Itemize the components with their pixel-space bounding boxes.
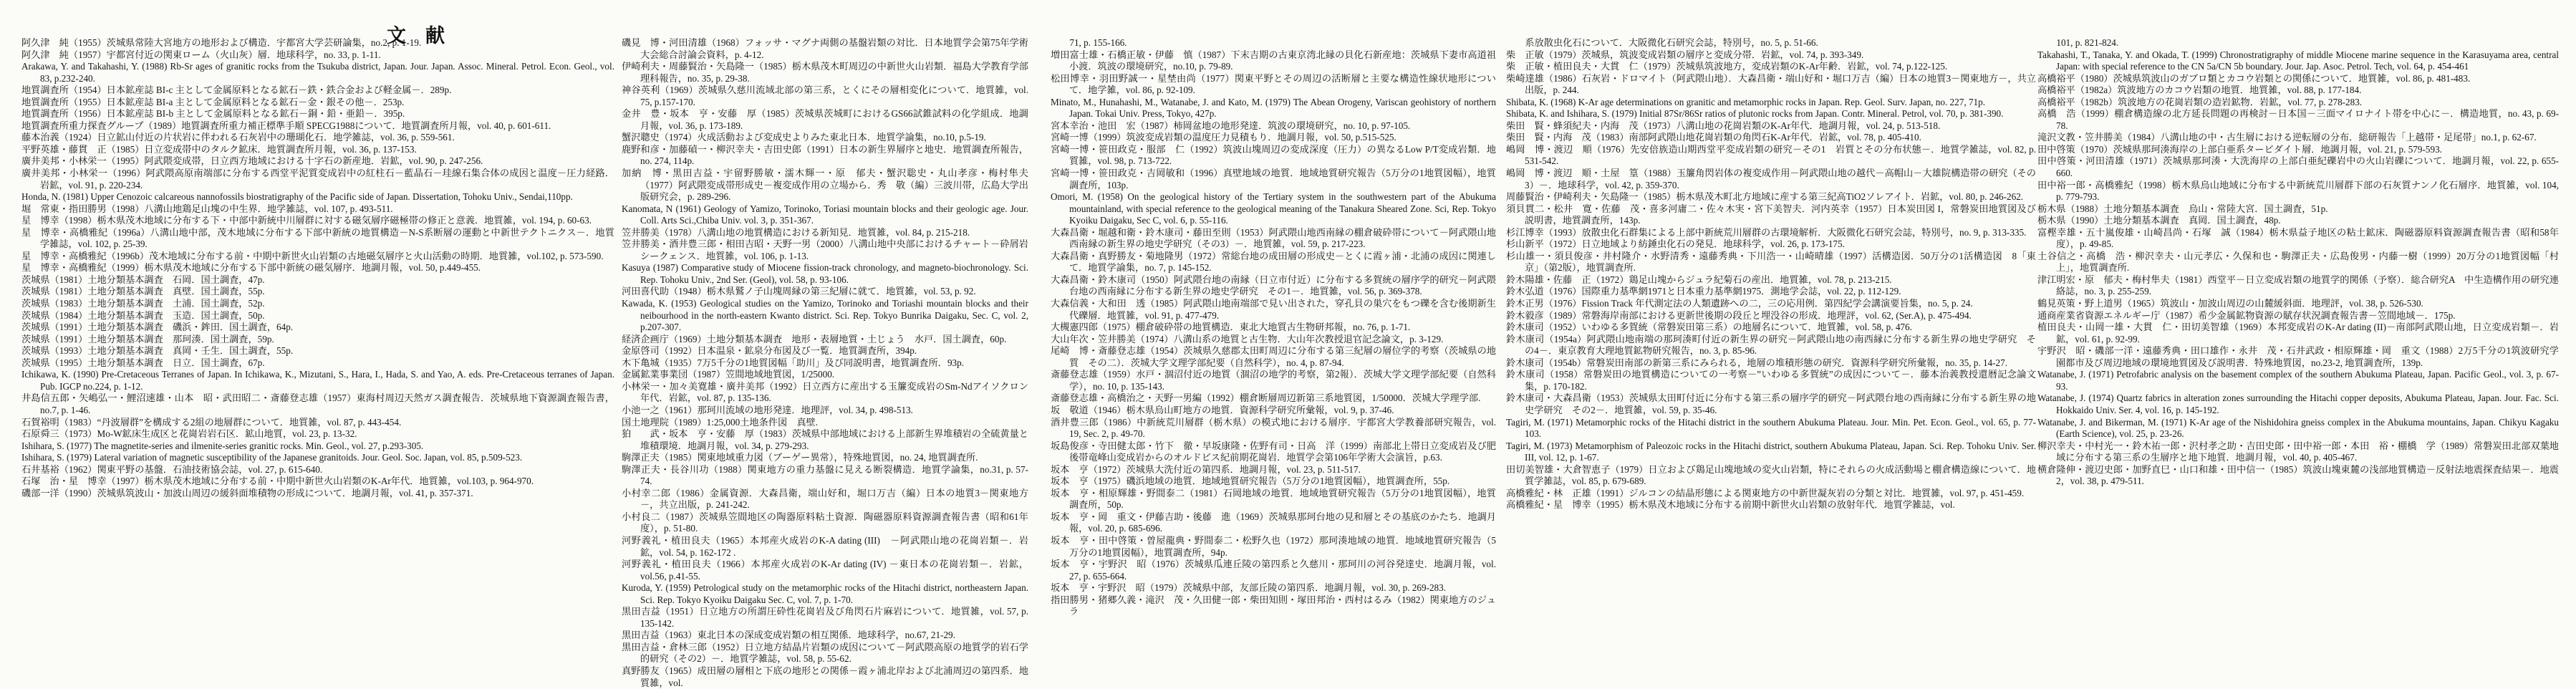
- reference-entry: 宮崎一博（1999）筑波変成岩類の温度圧力見積もり．地調月報，vol. 50, p.515-525.: [1051, 132, 1396, 143]
- reference-entry: 101, p. 821-824.: [2037, 37, 2119, 48]
- reference-entry: 鹿野和彦・加藤碵一・柳沢幸夫・吉田史郎（1991）日本の新生界層序と地史．地質調査所報告，no. 274, 114p.: [622, 143, 1028, 167]
- reference-entry: 石原舜三（1973）Mo-W鉱床生成区と花崗岩岩石区．鉱山地質，vol. 23, p. 13-32.: [21, 428, 357, 440]
- reference-entry: 坂島俊彦・寺田健太郎・竹下 徹・早坂康隆・佐野有司・日高 洋（1999）南部北上帯日立変成岩及び肥後帯竜峰山変成岩からのオルドビス紀前期花崗岩．地質学会第106年学術大会演旨，p.63.: [1051, 440, 1496, 463]
- reference-entry: 廣井美邦・小林栄一（1995）阿武隈変成帯，日立西方地域における十字石の新産地．岩鉱，vol. 90, p. 247-256.: [21, 155, 483, 167]
- reference-entry: 鈴木毅彦（1989）常磐海岸南部における更新世後期の段丘と埋没谷の形成．地理評，vol. 62, (Ser.A), p. 475-494.: [1506, 309, 1972, 321]
- reference-entry: 木下亀城（1935）7万5千分の1地質図幅「助川」及び同説明書，地質調査所．93p.: [622, 357, 965, 368]
- reference-entry: 指田勝男・猪郷久義・滝沢 茂・久田健一郎・柴田知則・塚田邦治・西村はるみ（1982）関東地方のジュラ: [1051, 594, 1496, 617]
- reference-entry: 鶴見英策・野上道男（1965）筑波山・加波山周辺の山麓緩斜面．地理評，vol. 38, p. 526-530.: [2037, 298, 2423, 309]
- reference-entry: 堀 常東・指田勝男（1998）八溝山地鶏足山塊の中生界．地学雑誌，vol. 107, p. 493-511.: [21, 203, 393, 214]
- reference-entry: 茨城県（1981）土地分類基本調査 真壁．国土調査，55p.: [21, 286, 265, 297]
- reference-entry: 坂本 亨・宇野沢 昭（1979）茨城県中部，友部丘陵の第四系．地調月報，vol. 30, p. 269-283.: [1051, 582, 1447, 594]
- reference-entry: Minato, M., Hunahashi, M., Watanabe, J. and Kato, M. (1979) The Abean Orogeny, Variscan geohistory of northern Japan. Tokai Univ. Press, Tokyo, 427p.: [1051, 96, 1496, 120]
- reference-entry: 松田博幸・羽田野誠一・星埜由尚（1977）関東平野とその周辺の活断層と主要な構造性線状地形について．地学雑，vol. 86, p. 92-109.: [1051, 72, 1496, 96]
- reference-entry: 増田富士雄・石橋正敏・伊藤 慎（1987）下末吉期の古東京湾北縁の貝化石新産地：茨城県下妻市高道祖小渡．筑波の環境研究，no.10, p. 79-89.: [1051, 49, 1496, 72]
- reference-entry: 須貝貫二・松井 寛・佐藤 茂・喜多河庸二・佐々木実・宮下美智夫．河内英幸（1957）日本炭田図 I，常磐炭田地質図及び説明書，地質調査所，143p.: [1506, 203, 2036, 226]
- reference-entry: 柴 正敏・植田良夫・大貫 仁（1979）茨城県筑波地方，変成岩類のK-Ar年齢．岩鉱，vol. 74, p.122-125.: [1506, 61, 1948, 72]
- reference-entry: 星 博幸・高橋雅紀（1999）栃木県茂木地域に分布する下部中新統の磁気層序．地調月報，vol. 50, p.449-455.: [21, 262, 481, 274]
- reference-entry: 阿久津 純（1955）茨城県常陸大宮地方の地形および構造．宇都宮大学芸研論集，no.2, p. 1-19.: [21, 37, 422, 48]
- reference-entry: 大槻憲四郎（1975）棚倉破砕帯の地質構造．東北大地質古生物研邦報，no. 76, p. 1-71.: [1051, 322, 1411, 333]
- reference-entry: 河野義礼・植田良夫（1965）本邦産火成岩のK-A dating (III) －阿武隈山地の花崗岩類－．岩鉱，vol. 54, p. 162-172 .: [622, 534, 1028, 558]
- reference-entry: 井島信五郎・矢嶋弘一・鯉沼速雄・山本 昭・武田昭二・斎藤登志雄（1957）東海村周辺天然ガス調査報告．茨城県地下資源調査報告書，no.7, p. 1-46.: [21, 392, 614, 415]
- reference-entry: Watanabe, J. (1971) Petrofabric analysis on the basement complex of the southern Abukuma Plateau, Japan. Pacific Geol., vol. 3, p. 67-93.: [2037, 369, 2559, 392]
- reference-entry: Shibata, K. and Ishihara, S. (1979) Initial 87Sr/86Sr ratios of plutonic rocks from Japan. Contr. Mineral. Petrol, vol. 70, p. 381-390.: [1506, 108, 2004, 120]
- reference-entry: Ishihara, S. (1979) Lateral variation of magnetic susceptibility of the Japanese granitoids. Jour. Geol. Soc. Japan, vol. 85, p.509-523.: [21, 452, 523, 463]
- reference-entry: 坂本 亨・相原輝雄・野間泰二（1981）石岡地域の地質．地域地質研究報告（5万分の1地質図幅），地質調査所，50p.: [1051, 487, 1496, 511]
- reference-entry: 磯部一洋（1990）茨城県筑波山・加波山周辺の緩斜面堆積物の形成について．地調月報，vol. 41, p. 357-371.: [21, 487, 473, 498]
- reference-entry: Kuroda, Y. (1959) Petrological study on the metamorphic rocks of the Hitachi district, northeastern Japan. Sci. Rep. Tokyo Kyoiku Daigaku Sec. C, vol. 7, p. 1-70.: [622, 582, 1028, 605]
- reference-entry: 駒澤正夫（1985）関東地域重力図（ブーゲー異常），特殊地質図，no. 24, 地質調査所.: [622, 452, 978, 463]
- reference-entry: 小池一之（1961）那珂川流域の地形発達．地理評，vol. 34, p. 498-513.: [622, 404, 913, 415]
- reference-entry: 大森昌衛・鈴木康司（1950）阿武隈台地の南縁（日立市付近）に分布する多賀統の層序学的研究－阿武隈台地の西南縁に分布する新生界の地史学研究 その1－．地質雑，vol. 56, p. 369-378.: [1051, 274, 1496, 297]
- reference-entry: Ichikawa, K. (1990) Pre-Cretaceous Terranes of Japan. In Ichikawa, K., Mizutani, S., Hara, I., Hada, S. and Yao, A. eds. Pre-Cretaceous terranes of Japan. Pub. IGCP no.224, p. 1-12.: [21, 369, 614, 392]
- reference-entry: 高橋裕平（1982a）筑波地方のカコウ岩類の地質．地質雑，vol. 88, p. 177-184.: [2037, 85, 2362, 96]
- reference-entry: 柴崎達雄（1986）石灰岩・ドロマイト（阿武隈山地）．大森昌衛・端山好和・堀口万吉（編）日本の地質3－関東地方－，共立出版，p. 244.: [1506, 72, 2036, 96]
- reference-entry: 笠井勝美・酒井豊三郎・相田吉昭・天野一男（2000）八溝山地中央部におけるチャート－砕屑岩シークェンス．地質雑，vol. 106, p. 1-13.: [622, 238, 1028, 261]
- reference-entry: 周藤賢治・伊崎利夫・矢島隆一（1985）栃木県茂木町北方地域に産する第三紀高TiO2ソレアイト．岩鉱，vol. 80, p. 246-262.: [1506, 191, 2024, 203]
- reference-entry: 神谷英利（1969）茨城県久慈川流域北部の第三系，とくにその層相変化について．地質雑，vol. 75, p.157-170.: [622, 85, 1028, 107]
- reference-entry: 坂本 亨（1972）茨城県大洗付近の第四系．地調月報，vol. 23, p. 511-517.: [1051, 463, 1361, 475]
- reference-entry: 田中啓策・河田清雄（1971）茨城県那珂湊・大洗海岸の上部白亜紀礫岩中の火山岩礫について．地調月報，vol. 22, p. 655-660.: [2037, 155, 2559, 179]
- reference-entry: 坂本 亨（1975）磯浜地域の地質．地域地質研究報告（5万分の1地質図幅），地質調査所，55p.: [1051, 476, 1450, 487]
- reference-entry: 柳沢幸夫・中村光一・鈴木祐一郎・沢村孝之助・吉田史郎・田中裕一郎・本田 裕・棚橋 学（1989）常磐炭田北部双葉地域に分布する第三系の生層序と地下地質．地調月報，vol. 40, p. 405-467.: [2037, 440, 2559, 463]
- reference-entry: 地質調査所重力探査グループ（1989）地質調査所重力補正標準手順 SPECG1988について．地質調査所月報，vol. 40, p. 601-611.: [21, 120, 551, 131]
- reference-entry: Tagiri, M. (1971) Metamorphic rocks of the Hitachi district in the southern Abukuma Plateau. Jour. Min. Pet. Econ. Geol., vol. 65, p. 77-103.: [1506, 416, 2036, 440]
- reference-entry: Watanabe, J. (1974) Quartz fabrics in alteration zones surrounding the Hitachi copper deposits, Abukuma Plateau, Japan. Jour. Fac. Sci. Hokkaido Univ. Ser. 4, vol. 16, p. 145-192.: [2037, 392, 2559, 415]
- reference-entry: 坂本 亨・岡 重文・伊藤吉助・後藤 進（1969）茨城県那珂台地の見和層とその基底のかたち．地調月報，vol. 20, p. 685-696.: [1051, 511, 1496, 534]
- reference-entry: 茨城県（1993）土地分類基本調査 真岡・壬生．国土調査，55p.: [21, 345, 294, 357]
- reference-entry: 笠井勝美（1978）八溝山地の地質構造における新知見．地質雑，vol. 84, p. 215-218.: [622, 226, 970, 238]
- reference-entry: 鈴木康司・大森昌衛（1953）茨城県太田町付近に分布する第三系の層序学的研究－阿武隈台地の西南縁に分布する新生界の地史学研究 その2－．地質雑，vol. 59, p. 35-46.: [1506, 392, 2036, 415]
- reference-entry: 地質調査所（1955）日本鉱産誌 BI-a 主として金属原料となる鉱石－金・銀その他－．253p.: [21, 96, 405, 107]
- reference-column-5: [2037, 37, 2559, 488]
- reference-entry: 金井 豊・坂本 亨・安藤 厚（1985）茨城県茨城町におけるGS66試錐試料の化学組成．地調月報，vol. 36, p. 173-189.: [622, 108, 1028, 131]
- reference-entry: 地質調査所（1956）日本鉱産誌 BI-b 主として金属原料となる鉱石－銅・鉛・亜鉛－．395p.: [21, 108, 405, 120]
- reference-entry: 星 博幸・高橋雅紀（1996b）茂木地域に分布する前・中期中新世火山岩類の古地磁気層序と火山活動の時期．地質雑，vol.102, p. 573-590.: [21, 250, 604, 261]
- reference-entry: 加納 博・黒田吉益・宇留野勝敏・濡木輝一・原 郁夫・蟹沢聡史・丸山孝彦・梅村隼夫（1977）阿武隈変成帯形成史－複変成作用の立場から．秀 敬（編）三波川帯，広島大学出版研究会，p. 289-296.: [622, 168, 1028, 203]
- reference-entry: 坂本 亨・宇野沢 昭（1976）茨城県瓜連丘陵の第四系と久慈川・那珂川の河谷発達史．地調月報，vol. 27, p. 655-664.: [1051, 559, 1496, 582]
- reference-entry: 阿久津 純（1957）宇都宮付近の関東ローム（火山灰）層．地球科学，no. 33, p. 1-11.: [21, 49, 381, 60]
- reference-entry: 廣井美邦・小林栄一（1996）阿武隈高原南端部に分布する西堂平泥質変成岩中の紅柱石－藍晶石－珪線石集合体の成因と温度－圧力経路．岩鉱，vol. 91, p. 220-234.: [21, 168, 614, 191]
- reference-entry: 栃木県（1990）土地分類基本調査 真岡．国土調査，48p.: [2037, 215, 2281, 226]
- reference-entry: 嶋岡 博・渡辺 順（1976）先安倍族造山期西堂平変成岩類の研究－その1 岩質とその分布状態－．地質学雑誌，vol. 82, p. 531-542.: [1506, 143, 2036, 167]
- reference-entry: 71, p. 155-166.: [1051, 37, 1127, 48]
- reference-entry: 大山年次・笠井勝美（1974）八溝山系の地質と古生物．大山年次教授退官記念論文，p. 3-129.: [1051, 333, 1444, 344]
- reference-entry: 黒田吉益・倉林三郎（1952）日立地方結晶片岩類の成因について－阿武隈高原の地質学的岩石学的研究（その2）－．地質学雑誌，vol. 58, p. 55-62.: [622, 641, 1028, 665]
- reference-entry: 伊崎利夫・周藤賢治・矢島隆一（1985）栃木県茂木町周辺の中新世火山岩類．福島大学教育学部理科報告，no. 35, p. 29-38.: [622, 61, 1028, 84]
- reference-entry: 栃木県（1988）土地分類基本調査 烏山・常陸大宮．国土調査，51p.: [2037, 203, 2328, 214]
- reference-entry: Arakawa, Y. and Takahashi, Y. (1988) Rb-Sr ages of granitic rocks from the Tsukuba district, Japan. Jour. Japan. Assoc. Mineral. Petrol. Econ. Geol., vol. 83, p.232-240.: [21, 61, 614, 84]
- reference-entry: 河田喜代助（1948）栃木県鷲ノ子山塊周縁の第三紀層に就て．地質雑，vol. 53, p. 92.: [622, 286, 976, 297]
- reference-entry: Tagiri, M. (1973) Metamorphism of Paleozoic rocks in the Hitachi district, southern Abukuma Plateau, Japan. Sci. Rep. Tohoku Univ. Ser. III, vol. 12, p. 1-67.: [1506, 440, 2036, 463]
- reference-entry: 磯見 博・河田清雄（1968）フォッサ・マグナ両側の基盤岩類の対比．日本地質学会第75年学術大会総合討論会資料，p. 4-12.: [622, 37, 1028, 60]
- reference-entry: Watanabe, J. and Bikerman, M. (1971) K-Ar age of the Nishidohira gneiss complex in the Abukuma mountains, Japan. Chikyu Kagaku (Earth Science), vol. 25, p. 23-26.: [2037, 416, 2559, 440]
- reference-entry: 柴田 賢・内海 茂（1983）南部阿武隈山地花崗岩類の角閃石K-Ar年代．岩鉱，vol. 78, p. 405-410.: [1506, 132, 1921, 143]
- reference-entry: 杉山新平（1972）日立地域より紡錘虫化石の発見．地球科学，vol. 26, p. 173-175.: [1506, 238, 1845, 250]
- reference-entry: 鈴木正男（1976）Fission Track 年代測定法の人類遺跡への二，三の応用例．第四紀学会講演要旨集，no. 5, p. 24.: [1506, 298, 1973, 309]
- reference-entry: 茨城県（1984）土地分類基本調査 玉造．国土調査，50p.: [21, 309, 265, 321]
- reference-entry: Ishihara, S. (1977) The magnetite-series and ilmenite-series granitic rocks. Min. Geol., vol. 27, p.293-305.: [21, 440, 424, 451]
- reference-entry: 石塚 治・星 博幸（1997）栃木県茂木地域に分布する前・中期中新世火山岩類のK-Ar年代．地質雑，vol.103, p. 964-970.: [21, 476, 534, 487]
- reference-entry: 国土地理院（1989）1:25,000土地条件図 真壁.: [622, 416, 819, 428]
- reference-entry: 高橋裕平（1982b）筑波地方の花崗岩類の造岩鉱物．岩鉱，vol. 77, p. 278-283.: [2037, 96, 2363, 107]
- reference-entry: 大森昌衛・真野勝友・菊地隆男（1972）常総台地の成田層の形成史－とくに霞ヶ浦・北浦の成因に関連して．地質学論集，no. 7, p. 145-152.: [1051, 250, 1496, 274]
- reference-entry: 土谷信之・高橋 浩・柳沢幸夫・山元孝広・久保和也・駒澤正夫・広島俊男・内藤一樹（1999）20万分の1地質図幅「村上」，地質調査所.: [2037, 250, 2559, 274]
- reference-entry: 酒井豊三郎（1986）中新統荒川層群（栃木県）の模式地における層序．宇都宮大学教養部研究報告，vol. 19, Sec. 2, p. 49-70.: [1051, 416, 1496, 440]
- reference-entry: 高橋 浩（1999）棚倉構造線の北方延長問題の再検討－日本国－三面マイロナイト帯を中心に－．構造地質，no. 43, p. 69-78.: [2037, 108, 2559, 131]
- reference-entry: 茨城県（1981）土地分類基本調査 石岡．国土調査，47p.: [21, 274, 265, 285]
- reference-column-1: [21, 37, 614, 499]
- reference-entry: 斎藤登志雄（1959）水戸・涸沼付近の地質（涸沼の地学的考察，第2報）．茨城大学文理学部紀要（自然科学），no. 10, p. 135-143.: [1051, 369, 1496, 392]
- reference-entry: 鈴木康司（1952）いわゆる多賀統（常磐炭田第三系）の地層名について．地質雑，vol. 58, p. 476.: [1506, 322, 1912, 333]
- reference-column-3: [1051, 37, 1496, 618]
- reference-entry: 茨城県（1995）土地分類基本調査 日立．国土調査，67p.: [21, 357, 265, 368]
- reference-entry: 滝沢文教・笠井勝美（1984）八溝山地の中・古生層における逆転層の分布．総研報告「上越帯・足尾帯」no.1, p. 62-67.: [2037, 132, 2537, 143]
- reference-entry: 藤本治義（1924）日立鉱山付近の片状岩に伴われる石灰岩中の珊瑚化石．地学雑誌，vol. 36, p. 559-561.: [21, 132, 455, 143]
- reference-entry: 坂 敬道（1946）栃木県烏山町地方の地質．資源科学研究所彙報，vol. 9, p. 37-46.: [1051, 404, 1394, 415]
- reference-entry: Takahashi, T., Tanaka, Y. and Okada, T. (1999) Chronostratigraphy of middle Miocene marine sequence in the Karasuyama area, central Japan: with special reference to the CN 5a/CN 5b boundary. Jour. Jap. Asoc. Petrol. Tech, vol. 64, p. 454-461: [2037, 49, 2559, 72]
- reference-entry: 黒田吉益（1963）東北日本の深成変成岩類の相互関係．地球科学，no.67, 21-29.: [622, 630, 955, 641]
- reference-entry: 尾崎 博・斎藤登志雄（1954）茨城県久慈郡太田町周辺に分布する第三紀層の層位学的考察（茨城県の地質 その二）．茨城大学文理学部紀要（自然科学），no. 4, p. 87-94.: [1051, 345, 1496, 368]
- reference-entry: 通商産業省資源エネルギー庁（1987）希少金属鉱物資源の賦存状況調査報告書－笠間地域－．175p.: [2037, 309, 2456, 321]
- reference-column-2: [622, 37, 1028, 689]
- reference-entry: 田切美智雄・大倉智恵子（1979）日立および鶏足山塊地域の変火山岩類，特にそれらの火成活動場と棚倉構造線について．地質学雑誌，vol. 85, p. 679-689.: [1506, 463, 2036, 487]
- reference-entry: 柴田 賢・蜂須紀夫・内海 茂（1973）八溝山地の花崗岩類のK-Ar年代．地調月報，vol. 24, p. 513-518.: [1506, 120, 1941, 131]
- page-title: 文 献: [387, 25, 445, 47]
- reference-entry: 系放散虫化石について．大阪微化石研究会誌，特別号，no. 5, p. 51-66.: [1506, 37, 1818, 48]
- reference-entry: 茨城県（1991）土地分類基本調査 磯浜・鉾田．国土調査，64p.: [21, 322, 294, 333]
- reference-entry: Kasuya (1987) Comparative study of Miocene fission-track chronology, and magneto-biochronology. Sci. Rep. Tohoku Univ., 2nd Ser. (Geol), vol. 58, p. 93-106.: [622, 262, 1028, 285]
- reference-entry: 鈴木康司（1954a）阿武隈山地南端の那珂湊町付近の新生界の研究－阿武隈山地の南西縁に分布する新生界の地史学研究 その4－．東京教育大理地質鉱物研究報告，no. 3, p. 85-96.: [1506, 333, 2036, 357]
- reference-entry: 平野英雄・藤貫 正（1985）日立変成帯中のタルク鉱床．地質調査所月報，vol. 36, p. 137-153.: [21, 143, 417, 155]
- reference-entry: 鈴木弘道（1976）国際重力基準網1971と日本重力基準網1975．測地学会誌，vol. 22, p. 112-129.: [1506, 286, 1901, 297]
- reference-entry: 高橋雅紀・林 正雄（1991）ジルコンの結晶形態による関東地方の中新世凝灰岩の分類と対比．地質雑，vol. 97, p. 451-459.: [1506, 487, 2025, 498]
- reference-entry: 真野勝友（1965）成田層の層相と下底の地形との関係－霞ヶ浦北岸および北浦周辺の第四系．地質雑，vol.: [622, 665, 1028, 688]
- reference-entry: 茨城県（1991）土地分類基本調査 那珂湊．国土調査，59p.: [21, 333, 274, 344]
- reference-column-4: [1506, 37, 2036, 511]
- reference-entry: 田中啓策（1970）茨城県那珂湊海岸の上部白亜系タービダイト層．地調月報，vol. 21, p. 579-593.: [2037, 143, 2442, 155]
- reference-entry: 地質調査所（1954）日本鉱産誌 BI-c 主として金属原料となる鉱石－鉄・鉄合金および軽金属－．289p.: [21, 85, 452, 96]
- reference-entry: 石井基裕（1962）関東平野の基盤．石油技術協会誌，vol. 27, p. 615-640.: [21, 463, 323, 475]
- reference-entry: 石賀裕明（1983）“丹波層群”を構成する2組の地層群について．地質雑，vol. 87, p. 443-454.: [21, 416, 402, 428]
- reference-entry: 宮崎一博・笹田政克・吉岡敏和（1996）真壁地域の地質．地域地質研究報告（5万分の1地質図幅），地質調査所，103p.: [1051, 168, 1496, 191]
- reference-entry: 経済企画庁（1969）土地分類基本調査 地形・表層地質・土じょう 水戸．国土調査，60p.: [622, 333, 1007, 344]
- reference-entry: Omori, M. (1958) On the geological history of the Tertiary system in the southwestern part of the Abukuma mountainland, with special reference to the geological meaning of the Tanakura Sheared Zone. Sci, Rep. Tokyo Kyoiku Daigaku, Sec C, vol. 6, p. 55-116.: [1051, 191, 1496, 226]
- reference-entry: Kawada, K. (1953) Geological studies on the Yamizo, Torinoko and Toriashi mountain blocks and their neibourhood in the north-eastern Kwanto district. Sci. Rep. Tokyo Bunrika Daigaku, Sec. C, vol. 2, p.207-307.: [622, 298, 1028, 333]
- reference-entry: 坂本 亨・田中啓策・曽屋龍典・野間泰二・松野久也（1972）那珂湊地域の地質．地域地質研究報告（5万分の1地質図幅），地質調査所，94p.: [1051, 534, 1496, 558]
- reference-entry: 高橋裕平（1980）茨城県筑波山のガブロ類とカコウ岩類との関係について．地質雑，vol. 86, p. 481-483.: [2037, 72, 2471, 84]
- reference-entry: 狛 武・坂本 亨・安藤 厚（1983）茨城県中部地域における上部新生界堆積岩の全硫黄量と堆積環境．地調月報，vol. 34, p. 279-293.: [622, 428, 1028, 451]
- reference-entry: 駒澤正夫・長谷川功（1988）関東地方の重力基盤に見える断裂構造．地質学論集，no.31, p. 57-74.: [622, 463, 1028, 487]
- reference-entry: 黒田吉益（1951）日立地方の所謂圧砕性花崗岩及び角閃石片麻岩について．地質雑，vol. 57, p. 135-142.: [622, 606, 1028, 629]
- reference-entry: 宇野沢 昭・磯部一洋・遠藤秀典・田口雄作・永井 茂・石井武政・相原輝雄・岡 重文（1988）2万5千分の1筑波研究学園都市及び周辺地域の環境地質図及び説明書．特殊地質図，no.23-2, 地質調査所，139p.: [2037, 345, 2559, 368]
- reference-entry: 宮本幸治・池田 宏（1987）柿岡盆地の地形発達．筑波の環境研究，no. 10, p. 97-105.: [1051, 120, 1411, 131]
- reference-entry: 高橋雅紀・星 博幸（1995）栃木県茂木地域に分布する前期中新世火山岩類の放射年代．地質学雑誌，vol.: [1506, 499, 1955, 511]
- reference-entry: 河野義礼・植田良夫（1966）本邦産火成岩のK-Ar dating (IV) －東日本の花崗岩類－．岩鉱，vol.56, p.41-55.: [622, 559, 1028, 582]
- reference-entry: 蟹沢聰史（1974）火成活動および変成史よりみた東北日本．地質学論集，no.10, p.5-19.: [622, 132, 986, 143]
- reference-entry: Kanomata, N (1961) Geology of Yamizo, Torinoko, Toriasi mountain blocks and their geologic age. Jour. Coll. Arts Sci.,Chiba Univ. vol. 3, p. 351-367.: [622, 203, 1028, 226]
- reference-entry: 横倉隆伸・渡辺史郎・加野直巳・山口和雄・田中信一（1985）筑波山塊東麓の浅部地質構造－反射法地震探査結果－．地震2，vol. 38, p. 479-511.: [2037, 463, 2559, 487]
- reference-entry: 斎藤登志雄・高橋治之・天野一男編（1992）棚倉断層周辺新第三系地質図，1/50000．茨城大学理学部.: [1051, 392, 1481, 404]
- reference-entry: 杉山雄一・須貝俊彦・井村隆介・水野清秀・遠藤秀典・下川浩一・山崎晴雄（1997）活構造図．50万分の1活構造図 8「東京」（第2版），地質調査所.: [1506, 250, 2036, 274]
- reference-entry: 星 博幸・高橋雅紀（1996a）八溝山地中部，茂木地域に分布する下部中新統の地質構造－N-S系断層の運動と中新世テクトニクス－．地質学雑誌，vol. 102, p. 25-39.: [21, 226, 614, 250]
- reference-entry: 鈴木康司（1954b）常磐炭田南部の新第三系にみられる，地層の堆積形態の研究．資源科学研究所彙報，no. 35, p. 14-27.: [1506, 357, 2008, 368]
- reference-entry: 嶋岡 博・渡辺 順・土屋 篁（1988）玉簾角閃岩体の複変成作用－阿武隈山地の越代－高帽山－大雄院構造帯の研究（その3）－．地球科学，vol. 42, p. 359-370.: [1506, 168, 2036, 191]
- reference-entry: 茨城県（1983）土地分類基本調査 土浦．国土調査，52p.: [21, 298, 265, 309]
- reference-entry: 植田良夫・山岡一雄・大貫 仁・田切美智雄（1969）本邦変成岩のK-Ar dating (II)－南部阿武隈山地，日立変成岩類－．岩鉱，vol. 61, p. 92-99.: [2037, 322, 2559, 344]
- reference-entry: 宮崎一博・笹田政克・服部 仁（1992）筑波山塊周辺の変成深度（圧力）の異なるLow P/T変成岩類．地質雑，vol. 98, p. 713-722.: [1051, 143, 1496, 167]
- reference-entry: 小村良二（1987）茨城県笠間地区の陶器原料粘土資源．陶磁器原料資源調査報告書（昭和61年度），p. 51-80.: [622, 511, 1028, 534]
- reference-entry: 杉江博幸（1993）放散虫化石群集による上部中新統荒川層群の古環境解析．大阪微化石研究会誌，特別号，no. 9, p. 313-335.: [1506, 226, 2027, 238]
- reference-entry: 柴 正敏（1979）茨城県，筑波変成岩類の層序と変成分帯．岩鉱，vol. 74, p. 393-349.: [1506, 49, 1864, 60]
- reference-entry: 金属鉱業事業団（1987）笠間地域地質図，1/25000.: [622, 369, 835, 380]
- reference-entry: 大森信義・大和田 透（1985）阿武隈山地南端部で見い出された，穿孔貝の巣穴をもつ礫を含む後期新生代礫層．地質雑，vol. 91, p. 477-479.: [1051, 298, 1496, 321]
- reference-entry: 鈴木陽雄・佐藤 正（1972）鶏足山塊からジュラ紀菊石の産出．地質雑，vol. 78, p. 213-215.: [1506, 274, 1892, 285]
- reference-entry: 津江明宏・原 郁夫・梅村隼夫（1981）西堂平－日立変成岩類の地質学的関係（予察）．総合研究A 中生造構作用の研究連絡誌，no. 3, p. 255-259.: [2037, 274, 2559, 297]
- reference-entry: 小村幸二郎（1986）金属資源．大森昌衛，端山好和，堀口万吉（編）日本の地質3－関東地方－，共立出版，p. 241-242.: [622, 487, 1028, 511]
- reference-entry: 大森昌衛・堀越和衛・鈴木康司・藤田至則（1953）阿武隈山地西南縁の棚倉破砕帯について－阿武隈山地西南縁の新生界の地史学研究（その3）－．地質雑，vol. 59, p. 217-223.: [1051, 226, 1496, 250]
- reference-entry: 田中裕一郎・高橋雅紀（1998）栃木県烏山地域に分布する中新統荒川層群下部の石灰質ナンノ化石層序．地質雑，vol. 104, p. 779-793.: [2037, 179, 2559, 203]
- reference-entry: Shibata, K. (1968) K-Ar age determinations on granitic and metamorphic rocks in Japan. Rep. Geol. Surv. Japan, no. 227, 71p.: [1506, 96, 1985, 107]
- reference-entry: 小林栄一・加々美寛雄・廣井美邦（1992）日立西方に産出する玉簾変成岩のSm-Ndアイソクロン年代．岩鉱，vol. 87, p. 135-136.: [622, 380, 1028, 404]
- reference-entry: 金原啓司（1992）日本温泉・鉱泉分布図及び一覧．地質調査所，394p.: [622, 345, 917, 357]
- reference-entry: 星 博幸（1998）栃木県茂木地域に分布する下・中部中新統中川層群に対する磁気層序磁極帯の修正と意義．地質雑，vol. 194, p. 60-63.: [21, 215, 592, 226]
- reference-entry: 鈴木康司（1958）常磐炭田の地質構造についての一考察－”いわゆる多賀統”の成因について－．藤本治義教授還暦記念論文集，p. 170-182.: [1506, 369, 2036, 392]
- reference-entry: 富樫幸雄・五十嵐俊雄・山崎昌尚・石塚 誠（1984）栃木県益子地区の粘土鉱床．陶磁器原料資源調査報告書（昭和58年度），p. 49-85.: [2037, 226, 2559, 250]
- reference-entry: Honda, N. (1981) Upper Cenozoic calcareous nannofossils biostratigraphy of the Pacific side of Japan. Dissertation, Tohoku Univ., Sendai,110pp.: [21, 191, 573, 203]
